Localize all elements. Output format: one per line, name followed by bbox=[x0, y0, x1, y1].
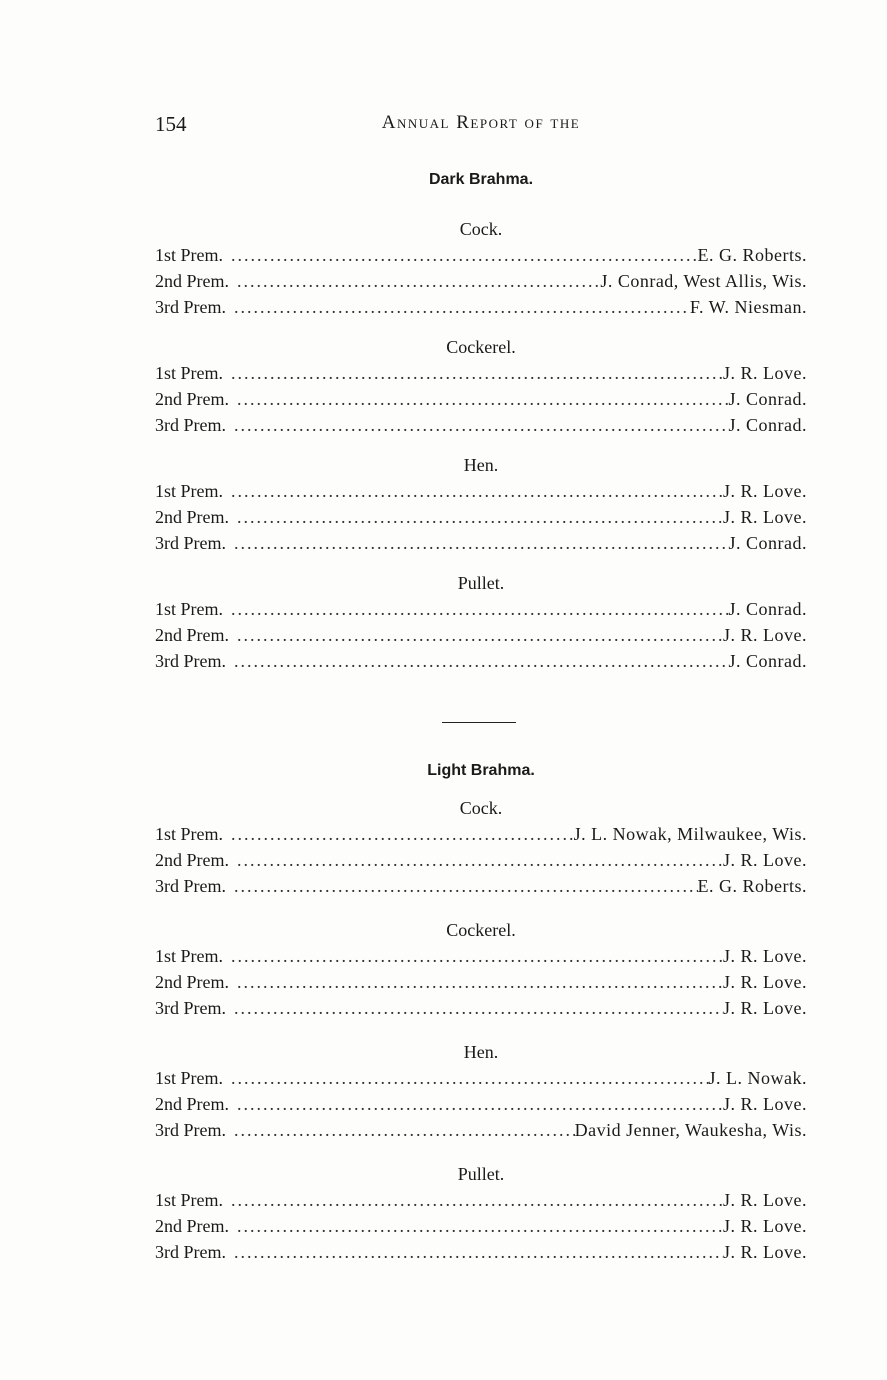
section-dark-brahma bbox=[155, 166, 807, 674]
winner-name: J. R. Love. bbox=[723, 946, 807, 966]
premium-place: 3rd Prem. bbox=[155, 415, 226, 435]
award-entry bbox=[155, 596, 807, 622]
award-entry bbox=[155, 1213, 807, 1239]
premium-place: 1st Prem. bbox=[155, 599, 224, 619]
winner-name: J. R. Love. bbox=[723, 1216, 807, 1236]
award-entry bbox=[155, 1091, 807, 1117]
premium-place: 3rd Prem. bbox=[155, 297, 226, 317]
class-title: Cockerel. bbox=[446, 920, 516, 940]
award-entry bbox=[155, 943, 807, 969]
award-entry bbox=[155, 360, 807, 386]
dot-leader bbox=[234, 995, 723, 1021]
class-group-cockerel bbox=[155, 334, 807, 438]
dot-leader bbox=[231, 478, 723, 504]
premium-place: 1st Prem. bbox=[155, 1068, 224, 1088]
dot-leader bbox=[231, 360, 723, 386]
premium-place: 1st Prem. bbox=[155, 363, 224, 383]
class-title: Hen. bbox=[463, 1042, 499, 1062]
award-entry bbox=[155, 386, 807, 412]
page-header bbox=[155, 112, 807, 142]
premium-place: 1st Prem. bbox=[155, 946, 224, 966]
award-entry bbox=[155, 1065, 807, 1091]
winner-name: J. L. Nowak, Milwaukee, Wis. bbox=[573, 824, 807, 844]
class-title: Cockerel. bbox=[446, 337, 516, 357]
premium-place: 3rd Prem. bbox=[155, 998, 226, 1018]
award-entry bbox=[155, 995, 807, 1021]
award-entry bbox=[155, 412, 807, 438]
dot-leader bbox=[231, 1065, 708, 1091]
dot-leader bbox=[234, 873, 698, 899]
class-title: Hen. bbox=[463, 455, 499, 475]
dot-leader bbox=[237, 504, 723, 530]
class-group-cock bbox=[155, 795, 807, 899]
section-title: Light Brahma. bbox=[427, 762, 535, 779]
class-title: Pullet. bbox=[457, 573, 505, 593]
winner-name: E. G. Roberts. bbox=[697, 876, 807, 896]
award-entry bbox=[155, 969, 807, 995]
award-entry bbox=[155, 504, 807, 530]
winner-name: J. R. Love. bbox=[723, 972, 807, 992]
winner-name: J. R. Love. bbox=[723, 363, 807, 383]
page-number: 154 bbox=[155, 112, 187, 136]
award-entry bbox=[155, 847, 807, 873]
winner-name: J. R. Love. bbox=[723, 850, 807, 870]
dot-leader bbox=[234, 294, 690, 320]
award-entry bbox=[155, 530, 807, 556]
dot-leader bbox=[237, 386, 729, 412]
dot-leader bbox=[231, 242, 697, 268]
class-group-hen bbox=[155, 452, 807, 556]
winner-name: J. R. Love. bbox=[723, 1094, 807, 1114]
winner-name: J. R. Love. bbox=[723, 481, 807, 501]
dot-leader bbox=[234, 412, 729, 438]
winner-name: J. R. Love. bbox=[723, 1242, 807, 1262]
winner-name: J. Conrad. bbox=[728, 599, 807, 619]
winner-name: J. Conrad. bbox=[728, 651, 807, 671]
winner-name: F. W. Niesman. bbox=[689, 297, 807, 317]
class-title: Cock. bbox=[459, 219, 503, 239]
class-group-pullet bbox=[155, 570, 807, 674]
dot-leader bbox=[237, 847, 723, 873]
winner-name: J. Conrad. bbox=[728, 415, 807, 435]
premium-place: 1st Prem. bbox=[155, 481, 224, 501]
running-head: Annual Report of the bbox=[381, 112, 581, 133]
premium-place: 3rd Prem. bbox=[155, 533, 226, 553]
winner-name: J. Conrad. bbox=[728, 533, 807, 553]
premium-place: 2nd Prem. bbox=[155, 1216, 229, 1236]
award-entry bbox=[155, 1117, 807, 1143]
dot-leader bbox=[237, 969, 723, 995]
winner-name: J. R. Love. bbox=[723, 625, 807, 645]
premium-place: 3rd Prem. bbox=[155, 1242, 226, 1262]
premium-place: 2nd Prem. bbox=[155, 271, 229, 291]
award-entry bbox=[155, 1187, 807, 1213]
premium-place: 2nd Prem. bbox=[155, 389, 229, 409]
dot-leader bbox=[231, 1187, 723, 1213]
dot-leader bbox=[234, 648, 729, 674]
winner-name: J. R. Love. bbox=[723, 998, 807, 1018]
award-entry bbox=[155, 242, 807, 268]
premium-place: 1st Prem. bbox=[155, 824, 224, 844]
dot-leader bbox=[237, 622, 723, 648]
premium-place: 3rd Prem. bbox=[155, 651, 226, 671]
premium-place: 1st Prem. bbox=[155, 1190, 224, 1210]
premium-place: 2nd Prem. bbox=[155, 850, 229, 870]
dot-leader bbox=[234, 1117, 575, 1143]
dot-leader bbox=[231, 943, 723, 969]
winner-name: E. G. Roberts. bbox=[697, 245, 807, 265]
class-title: Pullet. bbox=[457, 1164, 505, 1184]
dot-leader bbox=[237, 1091, 723, 1117]
award-entry bbox=[155, 622, 807, 648]
award-entry bbox=[155, 873, 807, 899]
winner-name: J. R. Love. bbox=[723, 507, 807, 527]
dot-leader bbox=[231, 596, 728, 622]
class-group-cockerel bbox=[155, 917, 807, 1021]
dot-leader bbox=[231, 821, 574, 847]
award-entry bbox=[155, 1239, 807, 1265]
premium-place: 1st Prem. bbox=[155, 245, 224, 265]
winner-name: J. R. Love. bbox=[723, 1190, 807, 1210]
award-entry bbox=[155, 821, 807, 847]
premium-place: 2nd Prem. bbox=[155, 507, 229, 527]
class-group-hen bbox=[155, 1039, 807, 1143]
winner-name: David Jenner, Waukesha, Wis. bbox=[574, 1120, 807, 1140]
winner-name: J. L. Nowak. bbox=[708, 1068, 807, 1088]
premium-place: 2nd Prem. bbox=[155, 1094, 229, 1114]
award-entry bbox=[155, 268, 807, 294]
dot-leader bbox=[237, 1213, 723, 1239]
award-entry bbox=[155, 294, 807, 320]
dot-leader bbox=[234, 530, 729, 556]
dot-leader bbox=[234, 1239, 723, 1265]
section-light-brahma bbox=[155, 757, 807, 1265]
winner-name: J. Conrad. bbox=[728, 389, 807, 409]
premium-place: 2nd Prem. bbox=[155, 972, 229, 992]
dot-leader bbox=[237, 268, 600, 294]
section-title: Dark Brahma. bbox=[428, 171, 534, 188]
premium-place: 3rd Prem. bbox=[155, 876, 226, 896]
class-group-cock bbox=[155, 216, 807, 320]
premium-place: 2nd Prem. bbox=[155, 625, 229, 645]
class-group-pullet bbox=[155, 1161, 807, 1265]
section-divider bbox=[442, 722, 516, 723]
premium-place: 3rd Prem. bbox=[155, 1120, 226, 1140]
winner-name: J. Conrad, West Allis, Wis. bbox=[600, 271, 807, 291]
class-title: Cock. bbox=[459, 798, 503, 818]
award-entry bbox=[155, 648, 807, 674]
award-entry bbox=[155, 478, 807, 504]
